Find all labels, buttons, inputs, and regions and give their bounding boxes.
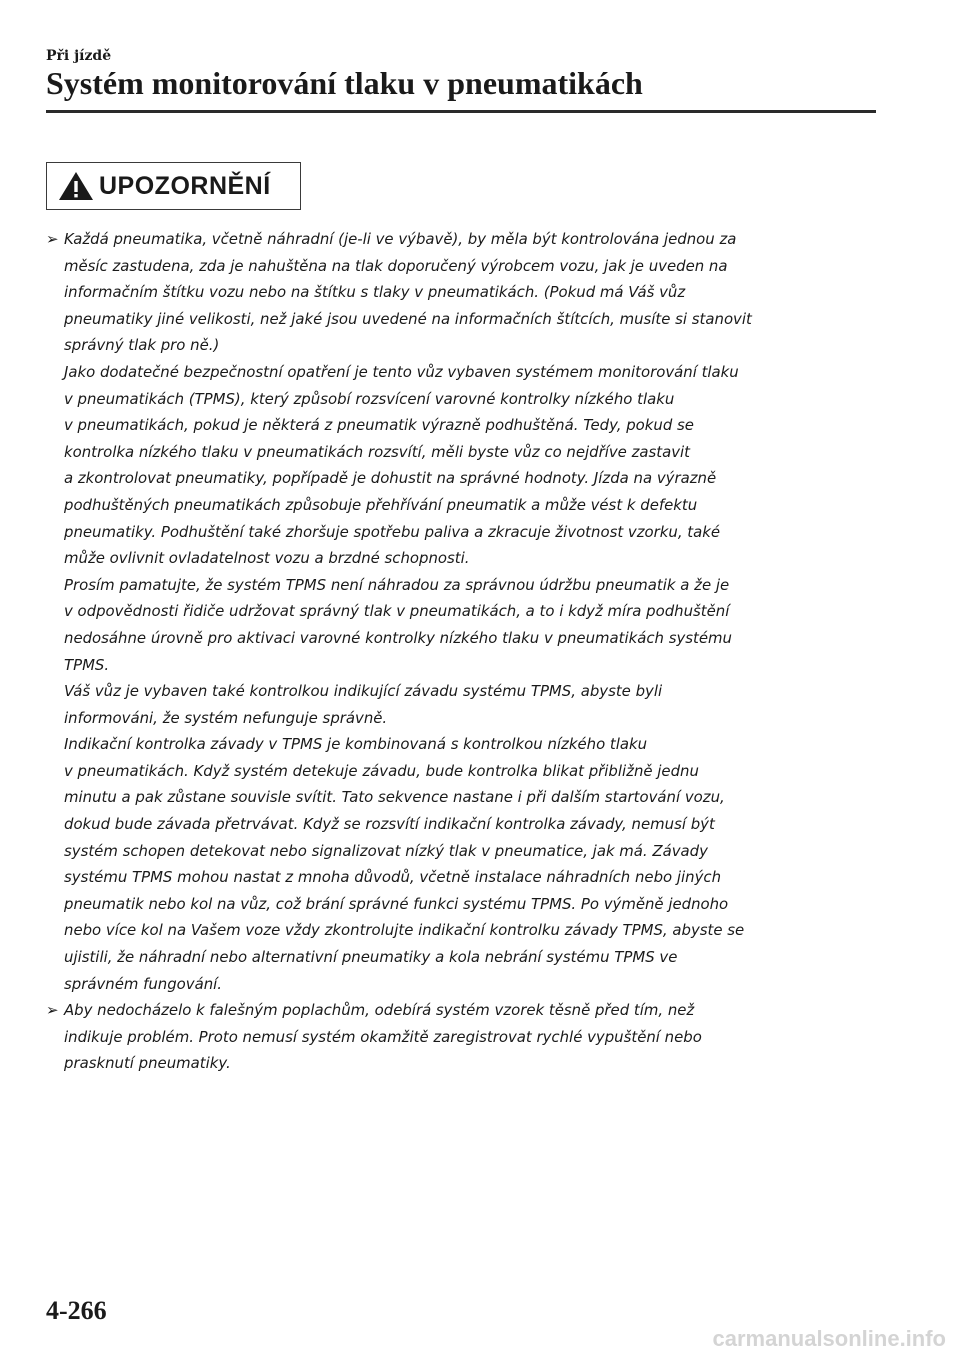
text-line: pneumatik nebo kol na vůz, což brání správné funkci systému TPMS. Po výměně jednoho: [64, 894, 729, 913]
title-rule: [46, 110, 876, 113]
text-line: v pneumatikách, pokud je některá z pneumatik výrazně podhuštěná. Tedy, pokud se: [64, 416, 694, 435]
text-line: pneumatiky jiné velikosti, než jaké jsou uvedené na informačních štítcích, musíte si stanovit: [64, 309, 752, 328]
page-title: Systém monitorování tlaku v pneumatikách: [46, 65, 643, 101]
warning-items: [46, 226, 878, 1077]
text-line: v pneumatikách. Když systém detekuje závadu, bude kontrolka blikat přibližně jednu: [64, 761, 699, 780]
text-line: nedosáhne úrovně pro aktivaci varovné kontrolky nízkého tlaku v pneumatikách systému: [64, 628, 732, 647]
text-line: informačním štítku vozu nebo na štítku s tlaky v pneumatikách. (Pokud má Váš vůz: [64, 283, 686, 302]
text-line: systém schopen detekovat nebo signalizovat nízký tlak v pneumatice, jak má. Závady: [64, 841, 708, 860]
text-line: Každá pneumatika, včetně náhradní (je-li ve výbavě), by měla být kontrolována jednou za: [64, 230, 737, 248]
page-number: 4-266: [46, 1296, 107, 1325]
text-line: TPMS.: [64, 655, 110, 674]
paragraph: [64, 678, 878, 731]
paragraph: [64, 997, 878, 1077]
text-line: správný tlak pro ně.): [64, 336, 220, 355]
paragraph: [64, 226, 878, 359]
warning-triangle-icon: [57, 170, 95, 202]
paragraph: [64, 731, 878, 997]
text-line: dokud bude závada přetrvávat. Když se rozsvítí indikační kontrolka závady, nemusí být: [64, 815, 715, 834]
text-line: indikuje problém. Proto nemusí systém okamžitě zaregistrovat rychlé vypuštění nebo: [64, 1027, 702, 1046]
bullet-item: [46, 997, 878, 1077]
warning-label: UPOZORNĚNÍ: [99, 171, 271, 200]
text-line: pneumatiky. Podhuštění také zhoršuje spotřebu paliva a zkracuje životnost vzorku, také: [64, 522, 721, 541]
text-line: Jako dodatečné bezpečnostní opatření je tento vůz vybaven systémem monitorování tlaku: [64, 362, 739, 381]
text-line: nebo více kol na Vašem voze vždy zkontrolujte indikační kontrolku závady TPMS, abyste se: [64, 921, 745, 940]
text-line: Aby nedocházelo k falešným poplachům, odebírá systém vzorek těsně před tím, než: [64, 1001, 695, 1020]
text-line: prasknutí pneumatiky.: [64, 1054, 231, 1073]
text-line: v odpovědnosti řidiče udržovat správný tlak v pneumatikách, a to i když míra podhuštění: [64, 602, 730, 621]
text-line: Prosím pamatujte, že systém TPMS není náhradou za správnou údržbu pneumatik a že je: [64, 575, 730, 594]
text-line: měsíc zastudena, zda je nahuštěna na tlak doporučený výrobcem vozu, jak je uveden na: [64, 256, 728, 275]
bullet-item: [46, 226, 878, 997]
bullet-arrow-icon: ➢: [46, 1001, 59, 1020]
paragraph: [64, 359, 878, 572]
text-line: může ovlivnit ovladatelnost vozu a brzdné schopnosti.: [64, 549, 470, 568]
text-line: kontrolka nízkého tlaku v pneumatikách rozsvítí, měli byste vůz co nejdříve zastavit: [64, 442, 691, 461]
text-line: podhuštěných pneumatikách způsobuje přehřívání pneumatik a může vést k defektu: [64, 495, 698, 514]
text-line: minutu a pak zůstane souvisle svítit. Tato sekvence nastane i při dalším startování vozu,: [64, 788, 725, 807]
text-line: Váš vůz je vybaven také kontrolkou indikující závadu systému TPMS, abyste byli: [64, 682, 663, 701]
text-line: v pneumatikách (TPMS), který způsobí rozsvícení varovné kontrolky nízkého tlaku: [64, 389, 675, 408]
text-line: ujistili, že náhradní nebo alternativní pneumatiky a kola nebrání systému TPMS ve: [64, 948, 678, 967]
watermark: carmanualsonline.info: [712, 1326, 946, 1351]
text-line: správném fungování.: [64, 974, 223, 993]
section-label: Při jízdě: [46, 48, 112, 64]
text-line: Indikační kontrolka závady v TPMS je kombinovaná s kontrolkou nízkého tlaku: [64, 735, 648, 754]
text-line: systému TPMS mohou nastat z mnoha důvodů, včetně instalace náhradních nebo jiných: [64, 868, 722, 887]
text-line: a zkontrolovat pneumatiky, popřípadě je dohustit na správné hodnoty. Jízda na výrazně: [64, 469, 717, 488]
text-line: informováni, že systém nefunguje správně.: [64, 708, 388, 727]
bullet-arrow-icon: ➢: [46, 230, 59, 248]
warning-box: [46, 162, 301, 210]
paragraph: [64, 572, 878, 678]
